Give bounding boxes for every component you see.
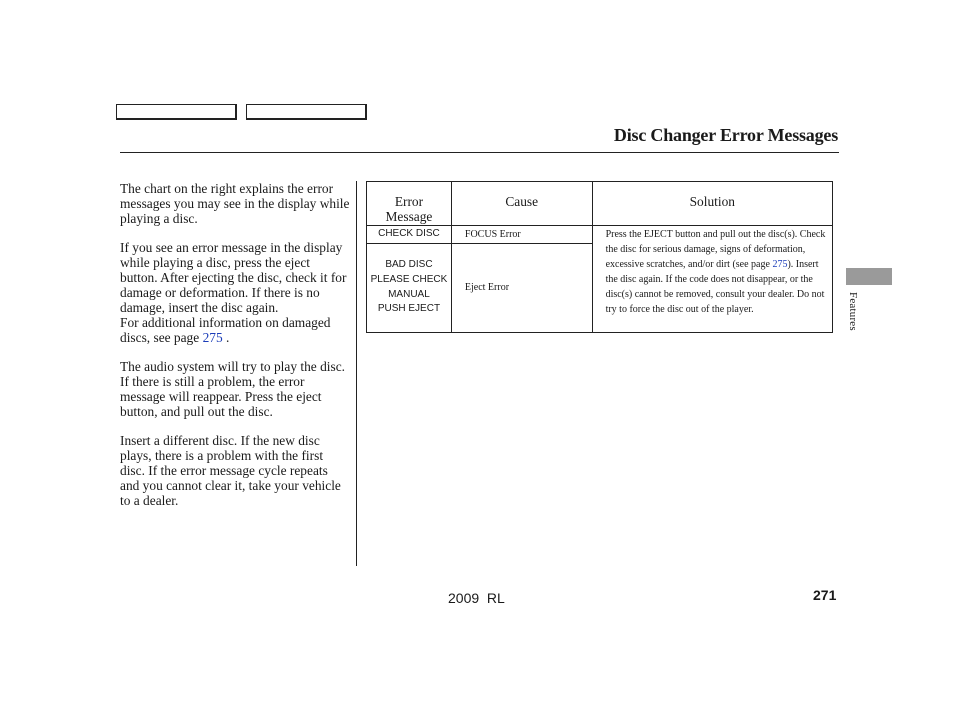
intro-paragraph-1: The chart on the right explains the error messages you may see in the display while playing a disc. (120, 181, 350, 226)
header-solution: Solution (592, 182, 832, 226)
intro-paragraph-2-main: If you see an error message in the display while playing a disc, press the eject button. After ejecting the disc, check it for damage or deformation. If there is no damage, insert the disc again. (120, 240, 347, 315)
intro-paragraph-2 (120, 240, 350, 345)
nav-button-table-of-contents[interactable] (246, 104, 367, 120)
section-tab-marker (846, 268, 892, 285)
error-message-bad-disc (367, 243, 452, 332)
header-error-message (367, 182, 452, 226)
intro-paragraph-4: Insert a different disc. If the new disc plays, there is a problem with the first disc. If the error message cycle repeats and you cannot clear it, take your vehicle to a dealer. (120, 433, 341, 508)
solution-page-link-275[interactable]: 275 (772, 259, 788, 270)
cause-eject-error: Eject Error (451, 243, 592, 332)
intro-text (120, 181, 350, 522)
solution-text (592, 226, 832, 333)
column-divider (356, 181, 357, 566)
header-cause: Cause (451, 182, 592, 226)
error-message-line: BAD DISC (385, 259, 433, 271)
title-divider (120, 152, 839, 153)
intro-paragraph-2-end: . (222, 330, 230, 345)
error-message-table (366, 181, 833, 333)
section-label: Features (847, 292, 859, 331)
table-row (367, 226, 833, 244)
error-message-line: PLEASE CHECK (370, 274, 448, 285)
nav-button-main-menu[interactable] (116, 104, 237, 120)
intro-paragraph-3: The audio system will try to play the disc. If there is still a problem, the error message will reappear. Press the eject button, and pull out the disc. (120, 359, 345, 419)
header-error-message-text: Error Message (385, 194, 433, 224)
error-message-check-disc: CHECK DISC (367, 226, 452, 244)
page-title: Disc Changer Error Messages (613, 125, 838, 145)
cause-focus-error: FOCUS Error (451, 226, 592, 244)
page-link-275[interactable]: 275 (202, 330, 223, 345)
error-message-line: PUSH EJECT (377, 303, 441, 315)
solution-part-a: Press the EJECT button and pull out the disc(s). Check the disc for serious damage, signs of deformation, excessive scratches, and/or dirt (see page (605, 229, 826, 270)
page-number: 271 (813, 587, 837, 603)
footer-model: 2009 RL (448, 590, 505, 606)
intro-paragraph-2-ref: For additional information on damaged discs, see page (120, 315, 331, 345)
solution-part-b: ). Insert the disc again. If the code does not disappear, or the disc(s) cannot be removed, consult your dealer. Do not try to force the disc out of the player. (605, 259, 825, 315)
error-message-line: MANUAL (388, 288, 430, 300)
table-header-row (367, 182, 833, 226)
